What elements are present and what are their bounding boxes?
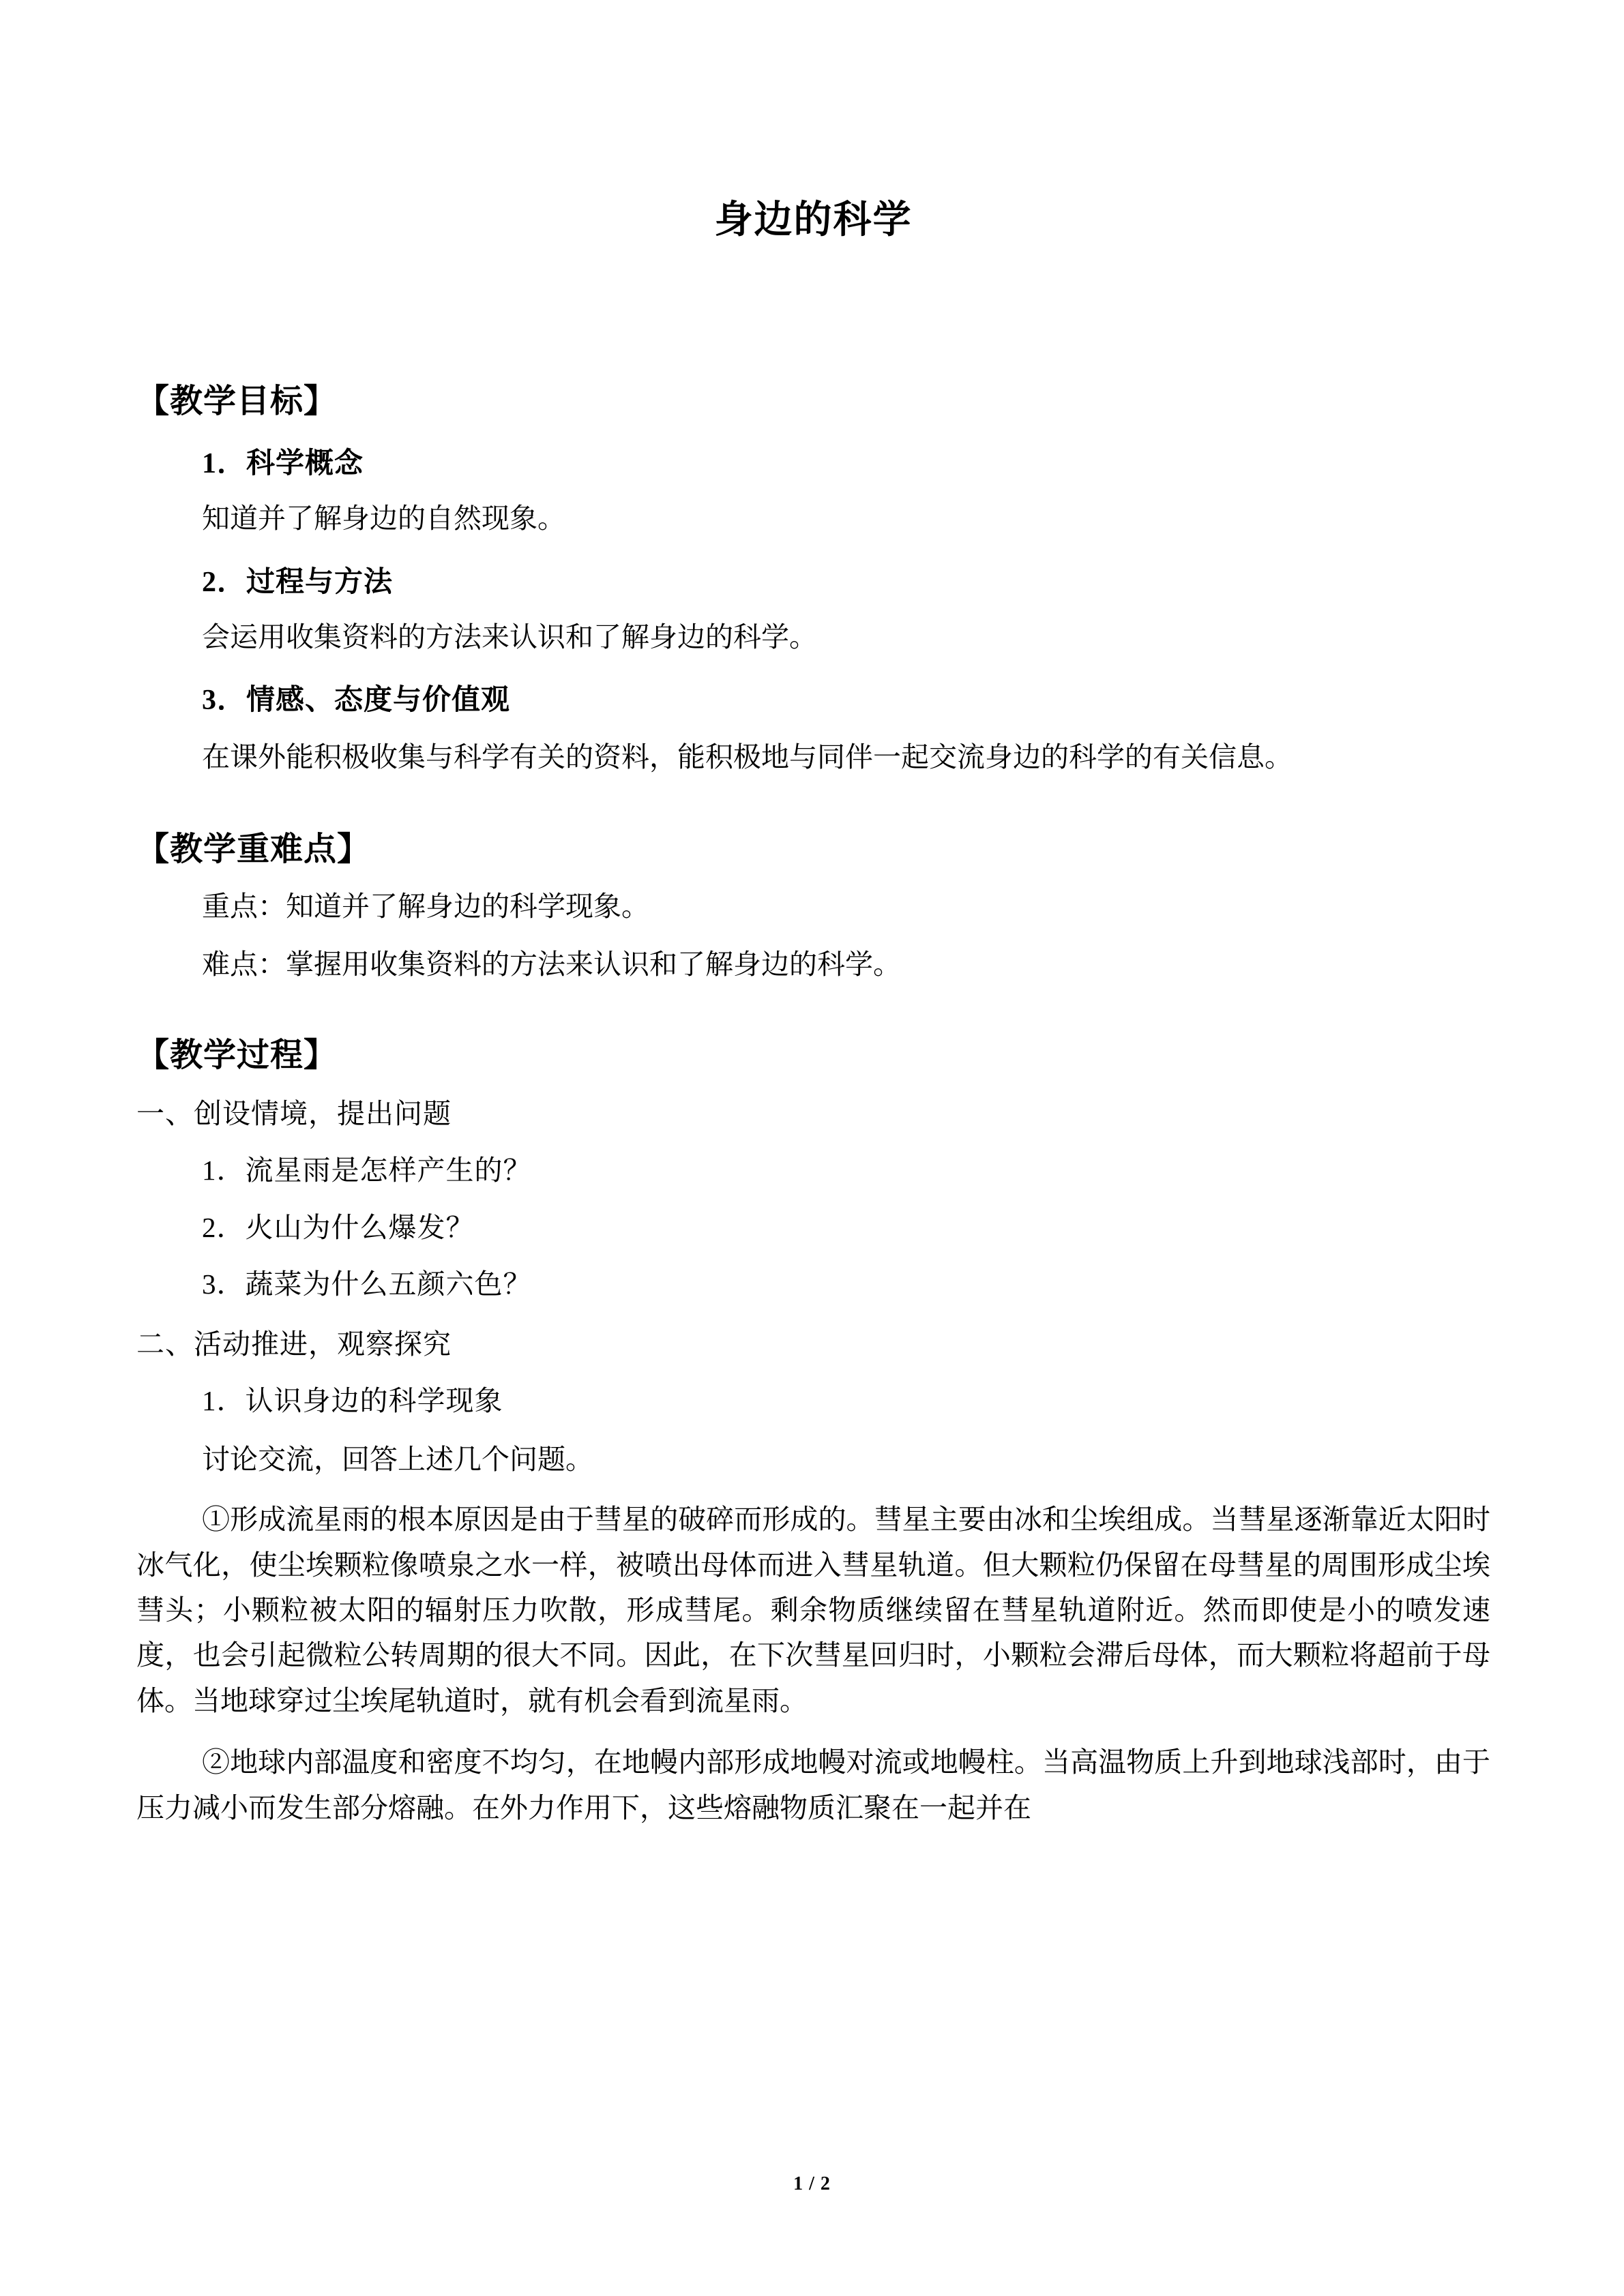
process-part-2-title: 二、活动推进，观察探究 xyxy=(136,1328,452,1360)
section-heading-key-difficulties: 【教学重难点】 xyxy=(136,831,371,867)
section-heading-teaching-process: 【教学过程】 xyxy=(136,1037,338,1073)
page-number-footer: 1 / 2 xyxy=(793,2173,831,2194)
goal-label-2: 2．过程与方法 xyxy=(202,566,394,598)
process-question-1: 1．流星雨是怎样产生的？ xyxy=(202,1154,532,1187)
process-part-2-lead: 讨论交流，回答上述几个问题。 xyxy=(202,1443,593,1475)
page-title: 身边的科学 xyxy=(714,199,913,241)
section-heading-teaching-goals: 【教学目标】 xyxy=(136,383,338,420)
process-question-3: 3．蔬菜为什么五颜六色？ xyxy=(202,1268,532,1300)
process-question-2: 2．火山为什么爆发？ xyxy=(202,1211,475,1243)
goal-label-3: 3．情感、态度与价值观 xyxy=(202,685,511,717)
process-paragraph-2: ②地球内部温度和密度不均匀，在地幔内部形成地幔对流或地幔柱。当高温物质上升到地球浅部时，由于压力减小而发生部分熔融。在外力作用下，这些熔融物质汇聚在一起并在 xyxy=(136,1746,1490,1823)
process-paragraph-1: ①形成流星雨的根本原因是由于彗星的破碎而形成的。彗星主要由冰和尘埃组成。当彗星逐渐靠近太阳时冰气化，使尘埃颗粒像喷泉之水一样，被喷出母体而进入彗星轨道。但大颗粒仍保留在母彗星的周围形成尘埃彗头；小颗粒被太阳的辐射压力吹散，形成彗尾。剩余物质继续留在彗星轨道附近。然而即使是小的喷发速度，也会引起微粒公转周期的很大不同。因此，在下次彗星回归时，小颗粒会滞后母体，而大颗粒将超前于母体。当地球穿过尘埃尾轨道时，就有机会看到流星雨。 xyxy=(136,1504,1490,1716)
process-part-1-title: 一、创设情境，提出问题 xyxy=(136,1097,452,1129)
focus-line-key-point: 重点：知道并了解身边的科学现象。 xyxy=(202,890,649,922)
process-part-2-subtitle: 1．认识身边的科学现象 xyxy=(202,1385,503,1417)
goal-text-3: 在课外能积极收集与科学有关的资料，能积极地与同伴一起交流身边的科学的有关信息。 xyxy=(202,741,1293,773)
goal-label-1: 1．科学概念 xyxy=(202,448,364,480)
goal-text-2: 会运用收集资料的方法来认识和了解身边的科学。 xyxy=(202,621,817,653)
focus-line-difficult-point: 难点：掌握用收集资料的方法来认识和了解身边的科学。 xyxy=(202,949,901,981)
goal-text-1: 知道并了解身边的自然现象。 xyxy=(202,503,565,535)
document-content xyxy=(136,0,1490,1830)
